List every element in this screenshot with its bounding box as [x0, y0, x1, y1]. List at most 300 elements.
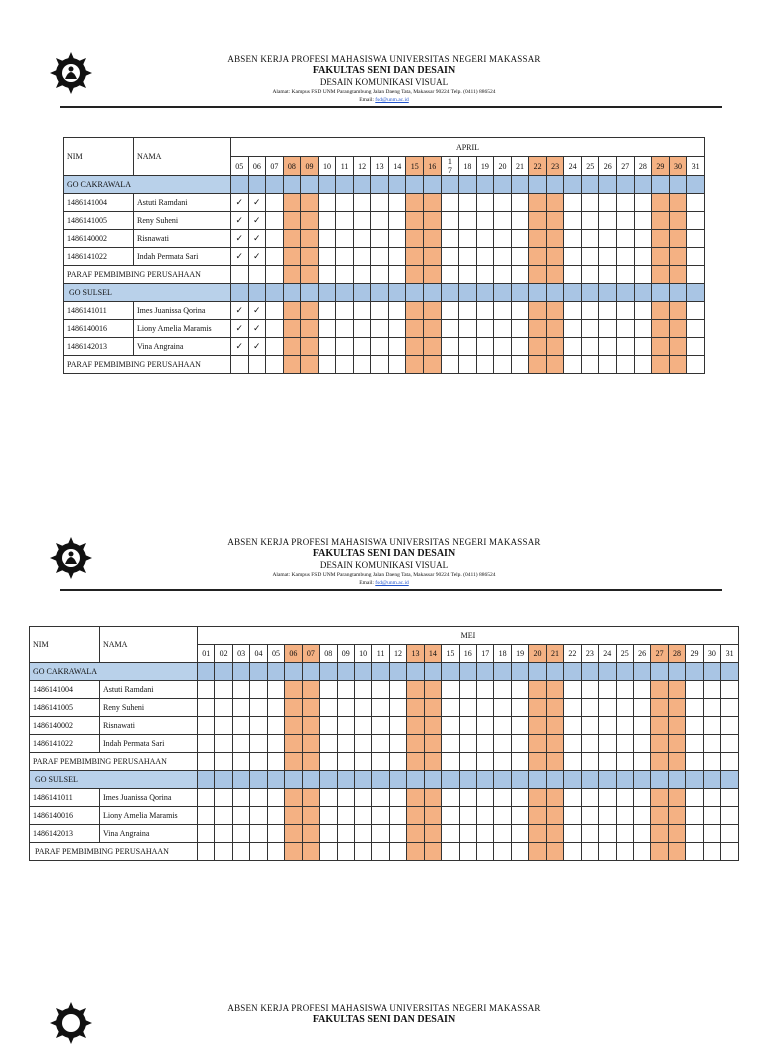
attendance-cell[interactable]: [442, 699, 459, 717]
attendance-cell[interactable]: [529, 230, 547, 248]
attendance-cell[interactable]: [511, 807, 528, 825]
attendance-cell[interactable]: [354, 825, 371, 843]
attendance-cell[interactable]: [232, 699, 249, 717]
attendance-cell[interactable]: [599, 248, 617, 266]
attendance-cell[interactable]: [318, 230, 336, 248]
attendance-cell[interactable]: [494, 230, 512, 248]
attendance-cell[interactable]: [302, 825, 319, 843]
attendance-cell[interactable]: [198, 843, 215, 861]
attendance-cell[interactable]: [529, 266, 547, 284]
attendance-cell[interactable]: [336, 356, 354, 374]
attendance-cell[interactable]: [388, 302, 406, 320]
attendance-cell[interactable]: [302, 843, 319, 861]
attendance-cell[interactable]: [302, 681, 319, 699]
attendance-cell[interactable]: [407, 681, 424, 699]
attendance-cell[interactable]: [477, 699, 494, 717]
attendance-cell[interactable]: [266, 356, 284, 374]
attendance-cell[interactable]: [302, 699, 319, 717]
attendance-cell[interactable]: [669, 194, 687, 212]
attendance-cell[interactable]: [494, 681, 511, 699]
attendance-cell[interactable]: [529, 789, 546, 807]
attendance-cell[interactable]: [424, 681, 441, 699]
attendance-cell[interactable]: [546, 753, 563, 771]
attendance-cell[interactable]: [477, 735, 494, 753]
attendance-cell[interactable]: [494, 807, 511, 825]
attendance-cell[interactable]: [511, 320, 529, 338]
attendance-cell[interactable]: [424, 735, 441, 753]
attendance-cell[interactable]: [371, 356, 389, 374]
attendance-cell[interactable]: [231, 266, 249, 284]
attendance-cell[interactable]: [301, 338, 319, 356]
attendance-cell[interactable]: [599, 212, 617, 230]
attendance-cell[interactable]: [703, 717, 720, 735]
attendance-cell[interactable]: [599, 807, 616, 825]
attendance-cell[interactable]: [337, 825, 354, 843]
attendance-cell[interactable]: [459, 789, 476, 807]
attendance-cell[interactable]: [406, 194, 424, 212]
attendance-cell[interactable]: [652, 266, 670, 284]
attendance-cell[interactable]: [511, 825, 528, 843]
attendance-cell[interactable]: [477, 843, 494, 861]
attendance-cell[interactable]: [617, 230, 635, 248]
attendance-cell[interactable]: [424, 825, 441, 843]
attendance-cell[interactable]: [406, 320, 424, 338]
attendance-cell[interactable]: [232, 717, 249, 735]
attendance-cell[interactable]: [687, 194, 705, 212]
attendance-cell[interactable]: [633, 735, 650, 753]
attendance-cell[interactable]: [389, 735, 406, 753]
attendance-cell[interactable]: [336, 320, 354, 338]
attendance-cell[interactable]: [424, 753, 441, 771]
attendance-cell[interactable]: [564, 248, 582, 266]
attendance-cell[interactable]: [476, 212, 494, 230]
attendance-cell[interactable]: [476, 248, 494, 266]
attendance-cell[interactable]: [546, 735, 563, 753]
attendance-cell[interactable]: [581, 302, 599, 320]
attendance-cell[interactable]: [721, 753, 739, 771]
attendance-cell[interactable]: [703, 681, 720, 699]
attendance-cell[interactable]: [617, 356, 635, 374]
attendance-cell[interactable]: [669, 212, 687, 230]
attendance-cell[interactable]: [198, 699, 215, 717]
attendance-cell[interactable]: [686, 843, 703, 861]
attendance-cell[interactable]: [248, 194, 266, 212]
attendance-cell[interactable]: [388, 212, 406, 230]
attendance-cell[interactable]: [546, 699, 563, 717]
attendance-cell[interactable]: [459, 266, 477, 284]
attendance-cell[interactable]: [248, 230, 266, 248]
attendance-cell[interactable]: [459, 753, 476, 771]
attendance-cell[interactable]: [652, 212, 670, 230]
attendance-cell[interactable]: [581, 248, 599, 266]
attendance-cell[interactable]: [250, 825, 267, 843]
attendance-cell[interactable]: [529, 194, 547, 212]
attendance-cell[interactable]: [301, 194, 319, 212]
attendance-cell[interactable]: [424, 807, 441, 825]
attendance-cell[interactable]: [511, 194, 529, 212]
attendance-cell[interactable]: [371, 194, 389, 212]
attendance-cell[interactable]: [442, 753, 459, 771]
attendance-cell[interactable]: [634, 230, 652, 248]
attendance-cell[interactable]: [318, 320, 336, 338]
attendance-cell[interactable]: [546, 843, 563, 861]
attendance-cell[interactable]: [267, 717, 284, 735]
attendance-cell[interactable]: [651, 735, 668, 753]
attendance-cell[interactable]: [599, 717, 616, 735]
attendance-cell[interactable]: [372, 699, 389, 717]
attendance-cell[interactable]: [283, 266, 301, 284]
attendance-cell[interactable]: [337, 699, 354, 717]
attendance-cell[interactable]: [703, 807, 720, 825]
attendance-cell[interactable]: [459, 248, 477, 266]
attendance-cell[interactable]: [546, 320, 564, 338]
attendance-cell[interactable]: [703, 753, 720, 771]
attendance-cell[interactable]: [266, 248, 284, 266]
attendance-cell[interactable]: [634, 320, 652, 338]
attendance-cell[interactable]: [231, 230, 249, 248]
attendance-cell[interactable]: [441, 302, 459, 320]
attendance-cell[interactable]: [686, 789, 703, 807]
attendance-cell[interactable]: [215, 699, 232, 717]
attendance-cell[interactable]: [266, 230, 284, 248]
attendance-cell[interactable]: [318, 338, 336, 356]
attendance-cell[interactable]: [285, 843, 302, 861]
attendance-cell[interactable]: [407, 825, 424, 843]
attendance-cell[interactable]: [232, 789, 249, 807]
attendance-cell[interactable]: [668, 681, 685, 699]
attendance-cell[interactable]: [283, 248, 301, 266]
attendance-cell[interactable]: [529, 356, 547, 374]
attendance-cell[interactable]: [529, 753, 546, 771]
attendance-cell[interactable]: [616, 753, 633, 771]
attendance-cell[interactable]: [703, 699, 720, 717]
attendance-cell[interactable]: [652, 248, 670, 266]
attendance-cell[interactable]: [354, 843, 371, 861]
attendance-cell[interactable]: [320, 735, 337, 753]
attendance-cell[interactable]: [301, 320, 319, 338]
attendance-cell[interactable]: [633, 699, 650, 717]
attendance-cell[interactable]: [372, 825, 389, 843]
attendance-cell[interactable]: [581, 681, 598, 699]
attendance-cell[interactable]: [599, 735, 616, 753]
attendance-cell[interactable]: [511, 248, 529, 266]
attendance-cell[interactable]: [459, 338, 477, 356]
attendance-cell[interactable]: [669, 338, 687, 356]
attendance-cell[interactable]: [599, 302, 617, 320]
attendance-cell[interactable]: [424, 194, 442, 212]
attendance-cell[interactable]: [442, 789, 459, 807]
attendance-cell[interactable]: [494, 320, 512, 338]
attendance-cell[interactable]: [424, 717, 441, 735]
attendance-cell[interactable]: [721, 735, 739, 753]
attendance-cell[interactable]: [529, 699, 546, 717]
attendance-cell[interactable]: [441, 212, 459, 230]
attendance-cell[interactable]: [529, 212, 547, 230]
attendance-cell[interactable]: [529, 320, 547, 338]
attendance-cell[interactable]: [459, 212, 477, 230]
attendance-cell[interactable]: [318, 266, 336, 284]
attendance-cell[interactable]: [564, 735, 581, 753]
attendance-cell[interactable]: [407, 699, 424, 717]
attendance-cell[interactable]: [652, 194, 670, 212]
attendance-cell[interactable]: [668, 699, 685, 717]
attendance-cell[interactable]: [651, 753, 668, 771]
attendance-cell[interactable]: [581, 230, 599, 248]
attendance-cell[interactable]: [633, 843, 650, 861]
attendance-cell[interactable]: [285, 753, 302, 771]
email-link[interactable]: fsd@unm.ac.id: [375, 580, 409, 586]
attendance-cell[interactable]: [215, 807, 232, 825]
attendance-cell[interactable]: [336, 338, 354, 356]
attendance-cell[interactable]: [318, 302, 336, 320]
attendance-cell[interactable]: [441, 338, 459, 356]
attendance-cell[interactable]: [248, 248, 266, 266]
attendance-cell[interactable]: [476, 320, 494, 338]
attendance-cell[interactable]: [687, 248, 705, 266]
attendance-cell[interactable]: [581, 338, 599, 356]
attendance-cell[interactable]: [250, 753, 267, 771]
attendance-cell[interactable]: [198, 825, 215, 843]
attendance-cell[interactable]: [564, 717, 581, 735]
attendance-cell[interactable]: [616, 807, 633, 825]
attendance-cell[interactable]: [459, 356, 477, 374]
attendance-cell[interactable]: [494, 699, 511, 717]
attendance-cell[interactable]: [459, 302, 477, 320]
attendance-cell[interactable]: [353, 212, 371, 230]
attendance-cell[interactable]: [267, 807, 284, 825]
attendance-cell[interactable]: [546, 338, 564, 356]
attendance-cell[interactable]: [651, 681, 668, 699]
attendance-cell[interactable]: [599, 266, 617, 284]
attendance-cell[interactable]: [388, 356, 406, 374]
attendance-cell[interactable]: [477, 825, 494, 843]
attendance-cell[interactable]: [354, 807, 371, 825]
attendance-cell[interactable]: [407, 843, 424, 861]
attendance-cell[interactable]: [564, 807, 581, 825]
attendance-cell[interactable]: [371, 338, 389, 356]
attendance-cell[interactable]: [599, 789, 616, 807]
attendance-cell[interactable]: [721, 807, 739, 825]
attendance-cell[interactable]: [406, 212, 424, 230]
attendance-cell[interactable]: [564, 230, 582, 248]
attendance-cell[interactable]: [652, 356, 670, 374]
attendance-cell[interactable]: [407, 735, 424, 753]
attendance-cell[interactable]: [285, 699, 302, 717]
attendance-cell[interactable]: [564, 843, 581, 861]
attendance-cell[interactable]: [459, 807, 476, 825]
attendance-cell[interactable]: [388, 338, 406, 356]
attendance-cell[interactable]: [494, 825, 511, 843]
attendance-cell[interactable]: [616, 699, 633, 717]
attendance-cell[interactable]: [250, 681, 267, 699]
attendance-cell[interactable]: [652, 338, 670, 356]
attendance-cell[interactable]: [686, 753, 703, 771]
attendance-cell[interactable]: [215, 789, 232, 807]
attendance-cell[interactable]: [564, 302, 582, 320]
attendance-cell[interactable]: [546, 807, 563, 825]
attendance-cell[interactable]: [336, 248, 354, 266]
attendance-cell[interactable]: [389, 699, 406, 717]
email-link[interactable]: fsd@unm.ac.id: [375, 97, 409, 103]
attendance-cell[interactable]: [686, 825, 703, 843]
attendance-cell[interactable]: [581, 717, 598, 735]
attendance-cell[interactable]: [283, 320, 301, 338]
attendance-cell[interactable]: [283, 194, 301, 212]
attendance-cell[interactable]: [248, 302, 266, 320]
attendance-cell[interactable]: [477, 753, 494, 771]
attendance-cell[interactable]: [232, 807, 249, 825]
attendance-cell[interactable]: [476, 356, 494, 374]
attendance-cell[interactable]: [389, 825, 406, 843]
attendance-cell[interactable]: [511, 699, 528, 717]
attendance-cell[interactable]: [546, 212, 564, 230]
attendance-cell[interactable]: [511, 789, 528, 807]
attendance-cell[interactable]: [511, 230, 529, 248]
attendance-cell[interactable]: [599, 753, 616, 771]
attendance-cell[interactable]: [371, 302, 389, 320]
attendance-cell[interactable]: [477, 681, 494, 699]
attendance-cell[interactable]: [529, 681, 546, 699]
attendance-cell[interactable]: [248, 266, 266, 284]
attendance-cell[interactable]: [406, 338, 424, 356]
attendance-cell[interactable]: [511, 681, 528, 699]
attendance-cell[interactable]: [231, 194, 249, 212]
attendance-cell[interactable]: [320, 843, 337, 861]
attendance-cell[interactable]: [599, 320, 617, 338]
attendance-cell[interactable]: [529, 825, 546, 843]
attendance-cell[interactable]: [669, 266, 687, 284]
attendance-cell[interactable]: [354, 699, 371, 717]
attendance-cell[interactable]: [353, 230, 371, 248]
attendance-cell[interactable]: [703, 825, 720, 843]
attendance-cell[interactable]: [371, 212, 389, 230]
attendance-cell[interactable]: [529, 717, 546, 735]
attendance-cell[interactable]: [477, 789, 494, 807]
attendance-cell[interactable]: [215, 825, 232, 843]
attendance-cell[interactable]: [564, 699, 581, 717]
attendance-cell[interactable]: [721, 717, 739, 735]
attendance-cell[interactable]: [633, 717, 650, 735]
attendance-cell[interactable]: [668, 807, 685, 825]
attendance-cell[interactable]: [581, 212, 599, 230]
attendance-cell[interactable]: [424, 338, 442, 356]
attendance-cell[interactable]: [372, 843, 389, 861]
attendance-cell[interactable]: [687, 338, 705, 356]
attendance-cell[interactable]: [599, 699, 616, 717]
attendance-cell[interactable]: [476, 338, 494, 356]
attendance-cell[interactable]: [599, 825, 616, 843]
attendance-cell[interactable]: [372, 717, 389, 735]
attendance-cell[interactable]: [337, 753, 354, 771]
attendance-cell[interactable]: [302, 735, 319, 753]
attendance-cell[interactable]: [301, 356, 319, 374]
attendance-cell[interactable]: [320, 753, 337, 771]
attendance-cell[interactable]: [320, 699, 337, 717]
attendance-cell[interactable]: [388, 248, 406, 266]
attendance-cell[interactable]: [617, 338, 635, 356]
attendance-cell[interactable]: [302, 789, 319, 807]
attendance-cell[interactable]: [616, 825, 633, 843]
attendance-cell[interactable]: [687, 230, 705, 248]
attendance-cell[interactable]: [266, 320, 284, 338]
attendance-cell[interactable]: [442, 735, 459, 753]
attendance-cell[interactable]: [372, 789, 389, 807]
attendance-cell[interactable]: [318, 356, 336, 374]
attendance-cell[interactable]: [616, 717, 633, 735]
attendance-cell[interactable]: [581, 735, 598, 753]
attendance-cell[interactable]: [283, 212, 301, 230]
attendance-cell[interactable]: [336, 194, 354, 212]
attendance-cell[interactable]: [301, 266, 319, 284]
attendance-cell[interactable]: [616, 735, 633, 753]
attendance-cell[interactable]: [301, 302, 319, 320]
attendance-cell[interactable]: [388, 230, 406, 248]
attendance-cell[interactable]: [441, 230, 459, 248]
attendance-cell[interactable]: [686, 807, 703, 825]
attendance-cell[interactable]: [320, 807, 337, 825]
attendance-cell[interactable]: [476, 302, 494, 320]
attendance-cell[interactable]: [232, 681, 249, 699]
attendance-cell[interactable]: [232, 753, 249, 771]
attendance-cell[interactable]: [248, 212, 266, 230]
attendance-cell[interactable]: [668, 735, 685, 753]
attendance-cell[interactable]: [529, 843, 546, 861]
attendance-cell[interactable]: [231, 248, 249, 266]
attendance-cell[interactable]: [337, 843, 354, 861]
attendance-cell[interactable]: [546, 356, 564, 374]
attendance-cell[interactable]: [353, 338, 371, 356]
attendance-cell[interactable]: [564, 356, 582, 374]
attendance-cell[interactable]: [388, 194, 406, 212]
attendance-cell[interactable]: [442, 807, 459, 825]
attendance-cell[interactable]: [407, 717, 424, 735]
attendance-cell[interactable]: [459, 320, 477, 338]
attendance-cell[interactable]: [633, 807, 650, 825]
attendance-cell[interactable]: [511, 843, 528, 861]
attendance-cell[interactable]: [231, 338, 249, 356]
attendance-cell[interactable]: [669, 248, 687, 266]
attendance-cell[interactable]: [599, 843, 616, 861]
attendance-cell[interactable]: [371, 230, 389, 248]
attendance-cell[interactable]: [669, 302, 687, 320]
attendance-cell[interactable]: [477, 717, 494, 735]
attendance-cell[interactable]: [285, 735, 302, 753]
attendance-cell[interactable]: [353, 320, 371, 338]
attendance-cell[interactable]: [198, 681, 215, 699]
attendance-cell[interactable]: [302, 717, 319, 735]
attendance-cell[interactable]: [285, 807, 302, 825]
attendance-cell[interactable]: [634, 194, 652, 212]
attendance-cell[interactable]: [424, 843, 441, 861]
attendance-cell[interactable]: [633, 789, 650, 807]
attendance-cell[interactable]: [337, 807, 354, 825]
attendance-cell[interactable]: [232, 825, 249, 843]
attendance-cell[interactable]: [721, 843, 739, 861]
attendance-cell[interactable]: [687, 212, 705, 230]
attendance-cell[interactable]: [406, 248, 424, 266]
attendance-cell[interactable]: [546, 825, 563, 843]
attendance-cell[interactable]: [389, 753, 406, 771]
attendance-cell[interactable]: [250, 807, 267, 825]
attendance-cell[interactable]: [494, 843, 511, 861]
attendance-cell[interactable]: [301, 230, 319, 248]
attendance-cell[interactable]: [336, 230, 354, 248]
attendance-cell[interactable]: [215, 753, 232, 771]
attendance-cell[interactable]: [441, 356, 459, 374]
attendance-cell[interactable]: [564, 266, 582, 284]
attendance-cell[interactable]: [266, 338, 284, 356]
attendance-cell[interactable]: [546, 789, 563, 807]
